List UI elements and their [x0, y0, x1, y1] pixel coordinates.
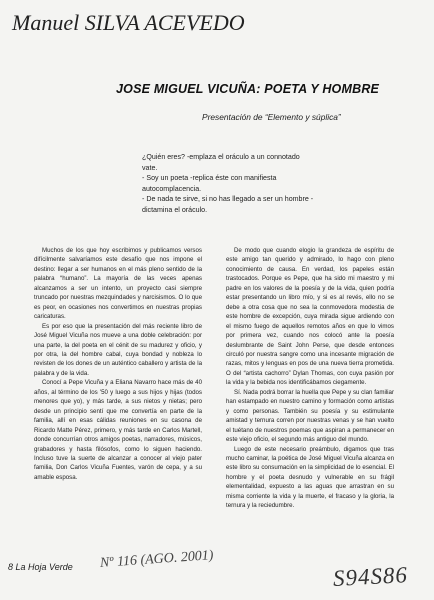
body-paragraph: Luego de este necesario preámbulo, digamos que tras mucho caminar, la poética de José Miguel Vicuña alcanza en este libro su consumación en la simplicidad de lo esencial. El hombre y el poeta desnudo y vulnerable en su frágil elementalidad, expuesto a las aguas que arrastran en su misma corriente la vida y la muerte, el fracaso y la gloria, la ternura y la reciedumbre. [226, 445, 394, 510]
epigraph-line: - De nada te sirve, si no has llegado a ser un hombre -dictamina el oráculo. [142, 195, 314, 214]
body-paragraph: Conocí a Pepe Vicuña y a Eliana Navarro hace más de 40 años, al término de los '50 y luego a sus hijos y hijas (todos menores que yo), y más tarde, a sus nietos y nietas; pero desde un principio sentí que me convertía en parte de la familia, allí en esas cálidas reuniones en su casona de Ricardo Matte Pérez, primero, y más tarde en Carlos Martell, donde concurrían otros amigos poetas, narradores, músicos, grabadores y hasta filósofos, como lo siguen haciendo. Incluso tuve la suerte de alcanzar a conocer al viejo pater familia, Don Carlos Vicuña Fuentes, varón de cepa, y a su amable esposa. [34, 379, 202, 481]
epigraph-line: ¿Quién eres? -emplaza el oráculo a un connotado vate. [142, 153, 300, 172]
article-title: JOSE MIGUEL VICUÑA: POETA Y HOMBRE [116, 82, 380, 96]
author-name: Manuel SILVA ACEVEDO [12, 10, 245, 35]
right-column [226, 246, 394, 511]
page-footer: 8 La Hoja Verde [8, 562, 73, 572]
body-paragraph: Es por eso que la presentación del más reciente libro de José Miguel Vicuña nos mueve a una doble celebración: por una parte, la del poeta en el cénit de su madurez y oficio, y por otra, la del hombre cabal, cuya bondad y nobleza lo revisten de los dones de un auténtico caballero y artista de la palabra y de la vida. [34, 322, 202, 377]
body-paragraph: Muchos de los que hoy escribimos y publicamos versos difícilmente salvaríamos este desafío que nos impone el destino: llegar a ser humanos en el más pleno sentido de la palabra “humano”. La mayoría de las veces apenas alcanzamos a ser un intento, un proyecto casi siempre truncado por nuestras mezquindades y narcisismos. O lo que es peor, en ocasiones nos convertimos en nuestras propias caricaturas. [34, 247, 202, 321]
article-subtitle: Presentación de “Elemento y súplica” [202, 112, 341, 122]
left-column [34, 246, 202, 482]
handwritten-catalog-code: S94S86 [332, 562, 409, 591]
body-paragraph: De modo que cuando elogio la grandeza de espíritu de este amigo tan querido y admirado, lo hago con pleno conocimiento de causa. En verdad, los papeles están trastocados. Porque es Pepe, que ha sido mi maestro y mi padre en los valores de la poesía y de la vida, quien podría estar presentando un libro mío, y si es al revés, ello no se debe a otra cosa que no sea la conmovedora modestia de este hombre de excepción, cuya mirada sigue ardiendo con el mismo fuego de aquellos remotos años en que lo vimos por primera vez, cuando nos colocó ante la poesía deslumbrante de Saint John Perse, que desde entonces circuló por nuestra sangre como una incesante migración de razas, mitos y lenguas en pos de una nueva tierra prometida. O del “artista cachorro” Dylan Thomas, con cuya pasión por la vida y la bebida nos identificábamos ciegamente. [226, 247, 394, 387]
epigraph [142, 152, 317, 215]
handwritten-issue-note: Nº 116 (AGO. 2001) [99, 548, 214, 571]
body-paragraph: Sí. Nada podrá borrar la huella que Pepe y su clan familiar han estampado en nuestro camino y formación como artistas y como personas. También su poesía y su estimulante amistad y ternura corren por nuestras venas y se han vuelto el tuétano de nuestros poemas que aspiran a permanecer en este viejo oficio, el segundo más antiguo del mundo. [226, 388, 394, 444]
epigraph-line: - Soy un poeta -replica éste con manifiesta autocomplacencia. [142, 174, 277, 193]
